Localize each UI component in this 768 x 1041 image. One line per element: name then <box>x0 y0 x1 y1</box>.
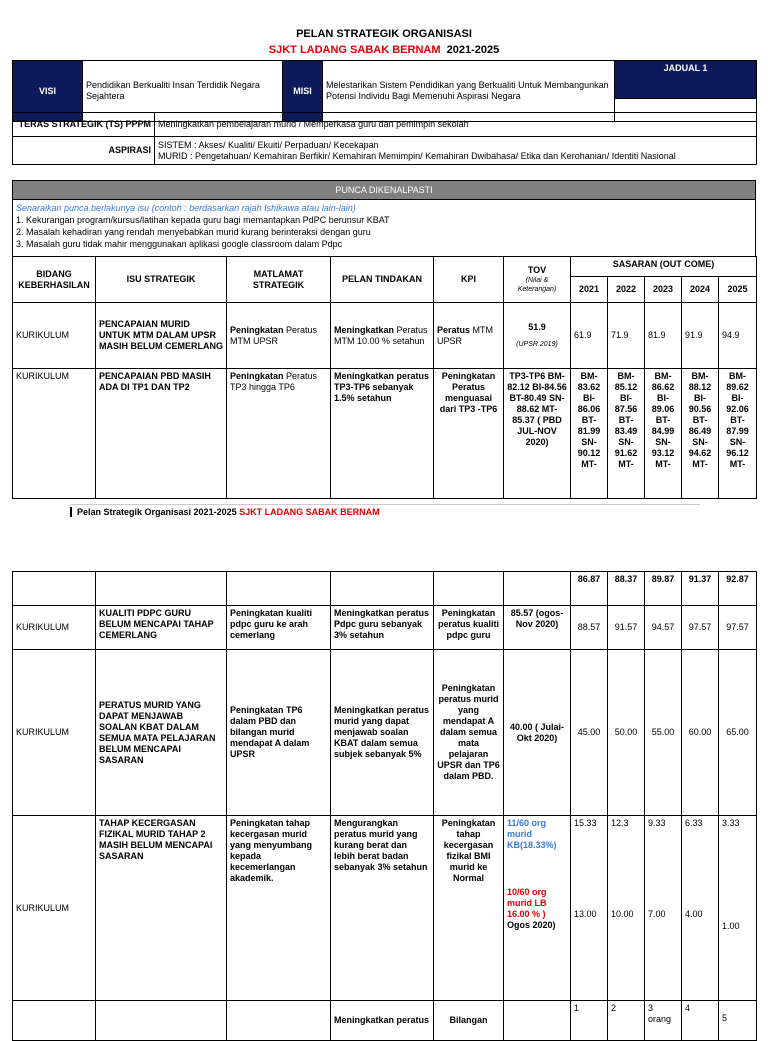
row-val: 50.00 <box>608 650 645 816</box>
footer-divider <box>70 504 700 505</box>
visi-label: VISI <box>13 61 83 122</box>
row-val: 81.9 <box>645 303 682 369</box>
row-val: 15.33 13.00 <box>571 816 608 1001</box>
row-tov: 40.00 ( Julai- Okt 2020) <box>504 650 571 816</box>
row-val: 12.3 10.00 <box>608 816 645 1001</box>
row-val: BM- 83.62 BI- 86.06 BT- 81.99 SN- 90.12 MT- <box>571 369 608 499</box>
table-row <box>13 1001 757 1041</box>
row-pelan: Meningkatkan peratus <box>331 1001 434 1041</box>
row-pelan: Mengurangkan peratus murid yang kurang berat dan lebih berat badan sebanyak 3% setahun <box>331 816 434 1001</box>
school-name: SJKT LADANG SABAK BERNAM <box>268 44 441 56</box>
col-sasaran: SASARAN (OUT COME) <box>571 257 757 277</box>
row-kpi: Peratus MTM UPSR <box>434 303 504 369</box>
col-tov-label: TOV <box>527 265 547 275</box>
row-tov: TP3-TP6 BM-82.12 BI-84.56 BT-80.49 SN-88.62 MT-85.37 ( PBD JUL-NOV 2020) <box>504 369 571 499</box>
page-title: PELAN STRATEGIK ORGANISASI <box>296 28 472 40</box>
punca-note: Senaraikan punca berlakunya isu (contoh : berdasarkan rajah Ishikawa atau lain-lain) <box>16 203 356 213</box>
page-subtitle <box>0 44 768 56</box>
col-isu: ISU STRATEGIK <box>96 257 227 303</box>
table-row <box>13 816 757 1001</box>
row-matlamat: Peningkatan Peratus TP3 hingga TP6 <box>227 369 331 499</box>
row-val: 94.57 <box>645 606 682 650</box>
row-isu: PERATUS MURID YANG DAPAT MENJAWAB SOALAN KBAT DALAM SEMUA MATA PELAJARAN BELUM MENCAPAI SASARAN <box>96 650 227 816</box>
row-kpi: Bilangan <box>434 1001 504 1041</box>
strategy-table-continued <box>12 571 757 1041</box>
year-2022: 2022 <box>608 277 645 303</box>
row-tov: 51.9 (UPSR 2019) <box>504 303 571 369</box>
row-isu: PENCAPAIAN PBD MASIH ADA DI TP1 DAN TP2 <box>96 369 227 499</box>
aspirasi-sistem: SISTEM : Akses/ Kualiti/ Ekuiti/ Perpaduan/ Kecekapan <box>158 139 379 150</box>
teras-table <box>12 112 757 165</box>
row-val: 1 <box>571 1001 608 1041</box>
row-bidang: KURIKULUM <box>13 816 96 1001</box>
aspirasi-label: ASPIRASI <box>13 137 155 165</box>
punca-item: 3. Masalah guru tidak mahir menggunakan aplikasi google classroom dalam Pdpc <box>16 239 343 249</box>
year-2025: 2025 <box>719 277 757 303</box>
row-isu: TAHAP KECERGASAN FIZIKAL MURID TAHAP 2 MASIH BELUM MENCAPAI SASARAN <box>96 816 227 1001</box>
row-val: 60.00 <box>682 650 719 816</box>
table-row <box>13 572 757 606</box>
row-val: 91.9 <box>682 303 719 369</box>
row-val: BM- 85.12 BI- 87.56 BT- 83.49 SN- 91.62 MT- <box>608 369 645 499</box>
col-bidang: BIDANG KEBERHASILAN <box>13 257 96 303</box>
punca-box <box>12 200 756 256</box>
aspirasi-murid: MURID : Pengetahuan/ Kemahiran Berfikir/ Kemahiran Memimpin/ Kemahiran Dwibahasa/ Etika dan Kerohanian/ Identiti Nasional <box>158 150 676 161</box>
teras-label: TERAS STRATEGIK (TS) PPPM <box>13 113 155 137</box>
col-matlamat: MATLAMAT STRATEGIK <box>227 257 331 303</box>
col-tov-sub: (Nilai & Keterangan) <box>517 277 557 293</box>
row-val: 91.57 <box>608 606 645 650</box>
row-val: 4 <box>682 1001 719 1041</box>
row-val: 65.00 <box>719 650 757 816</box>
row-pelan: Meningkatkan peratus Pdpc guru sebanyak 3% setahun <box>331 606 434 650</box>
col-pelan: PELAN TINDAKAN <box>331 257 434 303</box>
strategy-table <box>12 256 757 499</box>
row-val: 92.87 <box>719 572 757 606</box>
plan-years: 2021-2025 <box>446 44 500 56</box>
row-bidang: KURIKULUM <box>13 650 96 816</box>
row-tov: 85.57 (ogos-Nov 2020) <box>504 606 571 650</box>
year-2021: 2021 <box>571 277 608 303</box>
row-val: 2 <box>608 1001 645 1041</box>
row-tov: 11/60 org murid KB(18.33%) 10/60 org murid LB 16.00 % ) Ogos 2020) <box>504 816 571 1001</box>
misi-text: Melestarikan Sistem Pendidikan yang Berkualiti Untuk Membangunkan Potensi Individu Bagi Memenuhi Aspirasi Negara <box>323 61 615 122</box>
row-val: 97.57 <box>719 606 757 650</box>
row-matlamat: Peningkatan TP6 dalam PBD dan bilangan murid mendapat A dalam UPSR <box>227 650 331 816</box>
row-matlamat: Peningkatan tahap kecergasan murid yang menyumbang kepada kecemerlangan akademik. <box>227 816 331 1001</box>
row-val: 3.33 1.00 <box>719 816 757 1001</box>
row-pelan: Meningkatkan peratus TP3-TP6 sebanyak 1.5% setahun <box>331 369 434 499</box>
row-val: BM- 88.12 BI- 90.56 BT- 86.49 SN- 94.62 MT- <box>682 369 719 499</box>
row-val: 94.9 <box>719 303 757 369</box>
col-tov <box>504 257 571 303</box>
row-val: 71.9 <box>608 303 645 369</box>
visi-text: Pendidikan Berkualiti Insan Terdidik Negara Sejahtera <box>83 61 283 122</box>
row-val: 91.37 <box>682 572 719 606</box>
row-bidang: KURIKULUM <box>13 303 96 369</box>
row-val: 89.87 <box>645 572 682 606</box>
punca-item: 2. Masalah kehadiran yang rendah menyebabkan murid kurang berinteraksi dengan guru <box>16 227 371 237</box>
row-val: 97.57 <box>682 606 719 650</box>
row-val: 86.87 <box>571 572 608 606</box>
teras-text: Meningkatkan pembelajaran murid / Memperkasa guru dan pemimpin sekolah <box>155 113 757 137</box>
punca-header: PUNCA DIKENALPASTI <box>12 180 756 200</box>
row-isu: PENCAPAIAN MURID UNTUK MTM DALAM UPSR MASIH BELUM CEMERLANG <box>96 303 227 369</box>
row-val: 61.9 <box>571 303 608 369</box>
row-val: 55.00 <box>645 650 682 816</box>
row-val: 5 <box>719 1001 757 1041</box>
page-footer: Pelan Strategik Organisasi 2021-2025 SJKT LADANG SABAK BERNAM <box>70 507 380 517</box>
table-row <box>13 369 757 499</box>
year-2023: 2023 <box>645 277 682 303</box>
row-matlamat: Peningkatan kualiti pdpc guru ke arah cemerlang <box>227 606 331 650</box>
row-val: 9.33 7.00 <box>645 816 682 1001</box>
punca-item: 1. Kekurangan program/kursus/latihan kepada guru bagi memantapkan PdPC berunsur KBAT <box>16 215 390 225</box>
row-kpi: Peningkatan Peratus menguasai dari TP3 -TP6 <box>434 369 504 499</box>
row-pelan: Meningkatkan Peratus MTM 10.00 % setahun <box>331 303 434 369</box>
misi-label: MISI <box>283 61 323 122</box>
row-val: 88.57 <box>571 606 608 650</box>
row-pelan: Meningkatkan peratus murid yang dapat menjawab soalan KBAT dalam semua subjek sebanyak 5% <box>331 650 434 816</box>
row-val: BM- 86.62 BI- 89.06 BT- 84.99 SN- 93.12 MT- <box>645 369 682 499</box>
row-bidang: KURIKULUM <box>13 606 96 650</box>
row-matlamat: Peningkatan Peratus MTM UPSR <box>227 303 331 369</box>
col-kpi: KPI <box>434 257 504 303</box>
aspirasi-text <box>155 137 757 165</box>
table-row <box>13 606 757 650</box>
row-isu: KUALITI PDPC GURU BELUM MENCAPAI TAHAP CEMERLANG <box>96 606 227 650</box>
table-row <box>13 650 757 816</box>
jadual-label: JADUAL 1 <box>615 61 757 99</box>
row-kpi: Peningkatan peratus murid yang mendapat A dalam semua mata pelajaran UPSR dan TP6 dalam PBD. <box>434 650 504 816</box>
row-val: BM- 89.62 BI- 92.06 BT- 87.99 SN- 96.12 MT- <box>719 369 757 499</box>
row-val: 3 orang <box>645 1001 682 1041</box>
row-val: 6.33 4.00 <box>682 816 719 1001</box>
row-kpi: Peningkatan tahap kecergasan fizikal BMI murid ke Normal <box>434 816 504 1001</box>
table-row <box>13 303 757 369</box>
row-val: 45.00 <box>571 650 608 816</box>
row-kpi: Peningkatan peratus kualiti pdpc guru <box>434 606 504 650</box>
row-val: 88.37 <box>608 572 645 606</box>
year-2024: 2024 <box>682 277 719 303</box>
row-bidang: KURIKULUM <box>13 369 96 499</box>
